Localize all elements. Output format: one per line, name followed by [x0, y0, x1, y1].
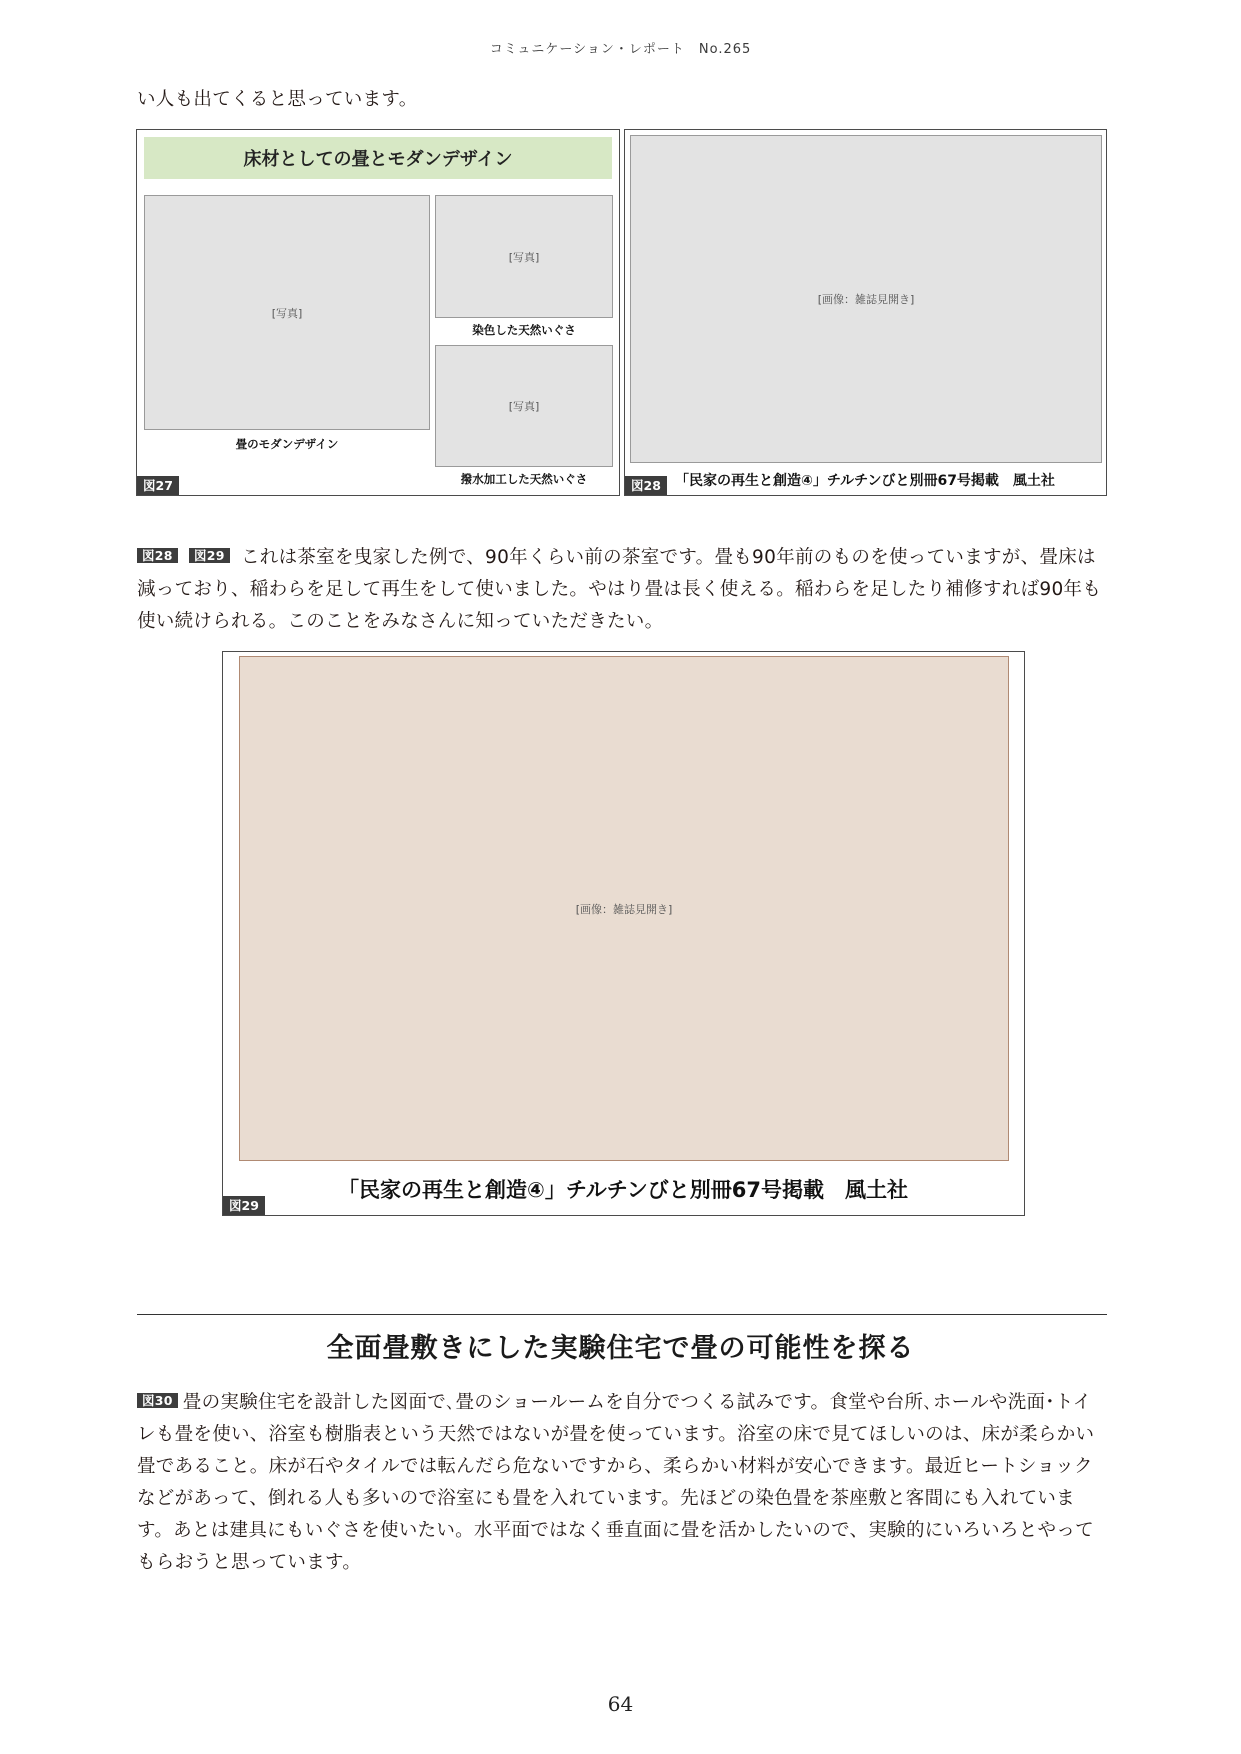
page-number: 64 — [607, 1692, 634, 1716]
paragraph-experimental-house-text: 畳の実験住宅を設計した図面で､畳のショールームを自分でつくる試みです。食堂や台所､ホールや洗面･トイレも畳を使い、浴室も樹脂表という天然ではないが畳を使っています。浴室の床で見てほしいのは、床が柔らかい畳であること。床が石やタイルでは転んだら危ないですから、柔らかい材料が安心できます。最近ヒートショックなどがあって、倒れる人も多いので浴室にも畳を入れています。先ほどの染色畳を茶座敷と客間にも入れています。あとは建具にもいぐさを使いたい。水平面ではなく垂直面に畳を活かしたいので、実験的にいろいろとやってもらおうと思っています。 — [137, 1392, 1095, 1573]
section-heading: 全面畳敷きにした実験住宅で畳の可能性を探る — [326, 1333, 915, 1364]
running-header: コミュニケーション・レポート No.265 — [489, 42, 752, 57]
dyed-rush-photo: [写真] — [435, 195, 613, 318]
caption-dyed-rush: 染色した天然いぐさ — [472, 323, 576, 337]
figure-27 — [136, 129, 620, 496]
figure-28-caption: 「民家の再生と創造④」チルチンびと別冊67号掲載 風土社 — [675, 473, 1055, 489]
figure-29 — [222, 651, 1025, 1216]
figure-28-tag: 図28 — [625, 476, 667, 495]
figure-29-caption: 「民家の再生と創造④」チルチンびと別冊67号掲載 風土社 — [338, 1178, 908, 1202]
water-repellent-rush-photo: [写真] — [435, 345, 613, 467]
figure-29-ref: 図29 — [189, 548, 230, 563]
intro-line: い人も出てくると思っています。 — [137, 89, 418, 110]
caption-water-repellent: 撥水加工した天然いぐさ — [460, 472, 588, 486]
paragraph-hikiya — [137, 542, 1107, 638]
modern-tatami-room-photo: [写真] — [144, 195, 430, 430]
section-divider — [137, 1314, 1107, 1315]
figure-29-tag: 図29 — [223, 1196, 265, 1215]
paragraph-hikiya-text: これは茶室を曳家した例で、90年くらい前の茶室です。畳も90年前のものを使っていますが、畳床は減っており、稲わらを足して再生をして使いました。やはり畳は長く使える。稲わらを足したり補修すれば90年も使い続けられる。このことをみなさんに知っていただきたい。 — [137, 547, 1102, 632]
figure-30-ref: 図30 — [137, 1393, 178, 1408]
caption-modern-design: 畳のモダンデザイン — [235, 437, 339, 451]
figure-28-ref: 図28 — [137, 548, 178, 563]
tearoom-magazine-spread-image: [画像：雑誌見開き] — [630, 135, 1102, 463]
figure-27-banner: 床材としての畳とモダンデザイン — [144, 137, 612, 179]
figure-28 — [624, 129, 1107, 496]
figure-27-tag: 図27 — [137, 476, 179, 495]
hikiya-magazine-spread-image: [画像：雑誌見開き] — [239, 656, 1009, 1161]
paragraph-experimental-house — [137, 1387, 1107, 1579]
